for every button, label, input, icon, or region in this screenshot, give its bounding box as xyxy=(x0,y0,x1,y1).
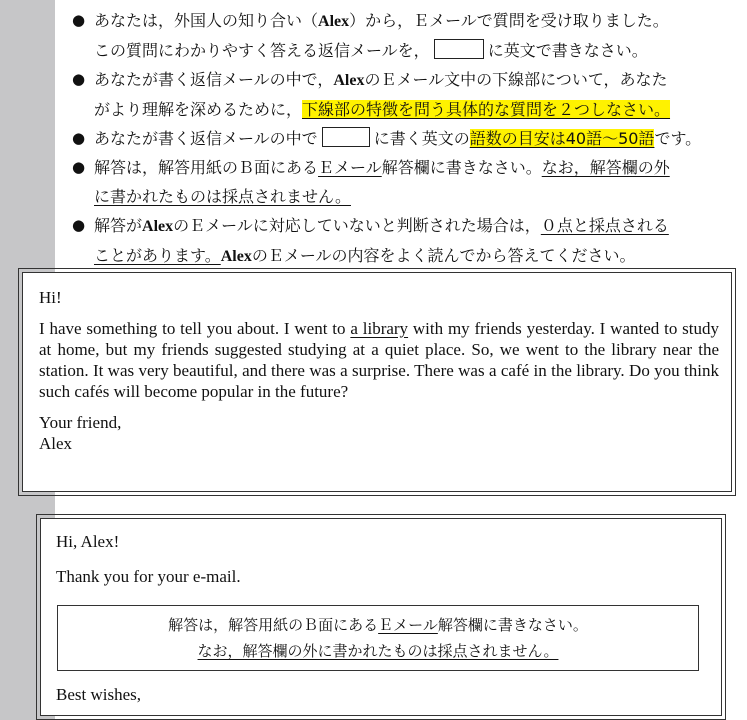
reply-closing: Best wishes, xyxy=(56,685,141,704)
instructions xyxy=(72,6,732,301)
highlighted-word-count: 語数の目安は40語〜50語 xyxy=(469,129,655,148)
instruction-1: ● あなたは，外国人の知り合い（Alex）から，Ｅメールで質問を受け取りました。 この質問にわかりやすく答える返信メールを， に英文で書きなさい。 xyxy=(72,6,732,65)
email-greeting: Hi! xyxy=(39,288,62,307)
email-sender-name: Alex xyxy=(39,434,73,453)
highlighted-requirement: 下線部の特徴を問う具体的な質問を２つしなさい。 xyxy=(302,100,671,119)
instruction-3: ● あなたが書く返信メールの中で に書く英文の語数の目安は40語〜50語です。 xyxy=(72,124,732,153)
blank-box xyxy=(322,127,370,147)
bullet-icon: ● xyxy=(72,158,86,176)
email-signoff: Your friend, Alex xyxy=(39,413,122,453)
instruction-2: ● あなたが書く返信メールの中で，AlexのＥメール文中の下線部について，あなた がより理解を深めるために，下線部の特徴を問う具体的な質問を２つしなさい。 xyxy=(72,65,732,124)
underlined-phrase: a library xyxy=(350,319,409,338)
reply-greeting: Hi, Alex! xyxy=(56,532,120,551)
instruction-5: ● 解答がAlexのＥメールに対応していないと判断された場合は，０点と採点される ことがあります。AlexのＥメールの内容をよく読んでから答えてください。 xyxy=(72,211,732,271)
reply-email-box xyxy=(40,518,722,716)
email-body: I have something to tell you about. I went to a library with my friends yesterday. I wanted to study at home, but my friends suggested studying at a quiet place. So, we went to the library near the station. It was very beautiful, and there was a surprise. There was a café in the library. Do you think such cafés will become popular in the future? xyxy=(39,319,720,401)
bullet-icon: ● xyxy=(72,129,86,147)
bullet-icon: ● xyxy=(72,216,86,234)
reply-thanks: Thank you for your e-mail. xyxy=(56,567,241,586)
alex-email-box xyxy=(22,272,732,492)
instruction-4: ● 解答は，解答用紙のＢ面にあるＥメール解答欄に書きなさい。なお，解答欄の外 に書かれたものは採点されません。 xyxy=(72,153,732,211)
blank-box xyxy=(434,39,484,59)
bullet-icon: ● xyxy=(72,70,86,88)
answer-area[interactable]: 解答は，解答用紙のＢ面にあるＥメール解答欄に書きなさい。 なお，解答欄の外に書かれたものは採点されません。 xyxy=(57,605,699,671)
bullet-icon: ● xyxy=(72,11,86,29)
